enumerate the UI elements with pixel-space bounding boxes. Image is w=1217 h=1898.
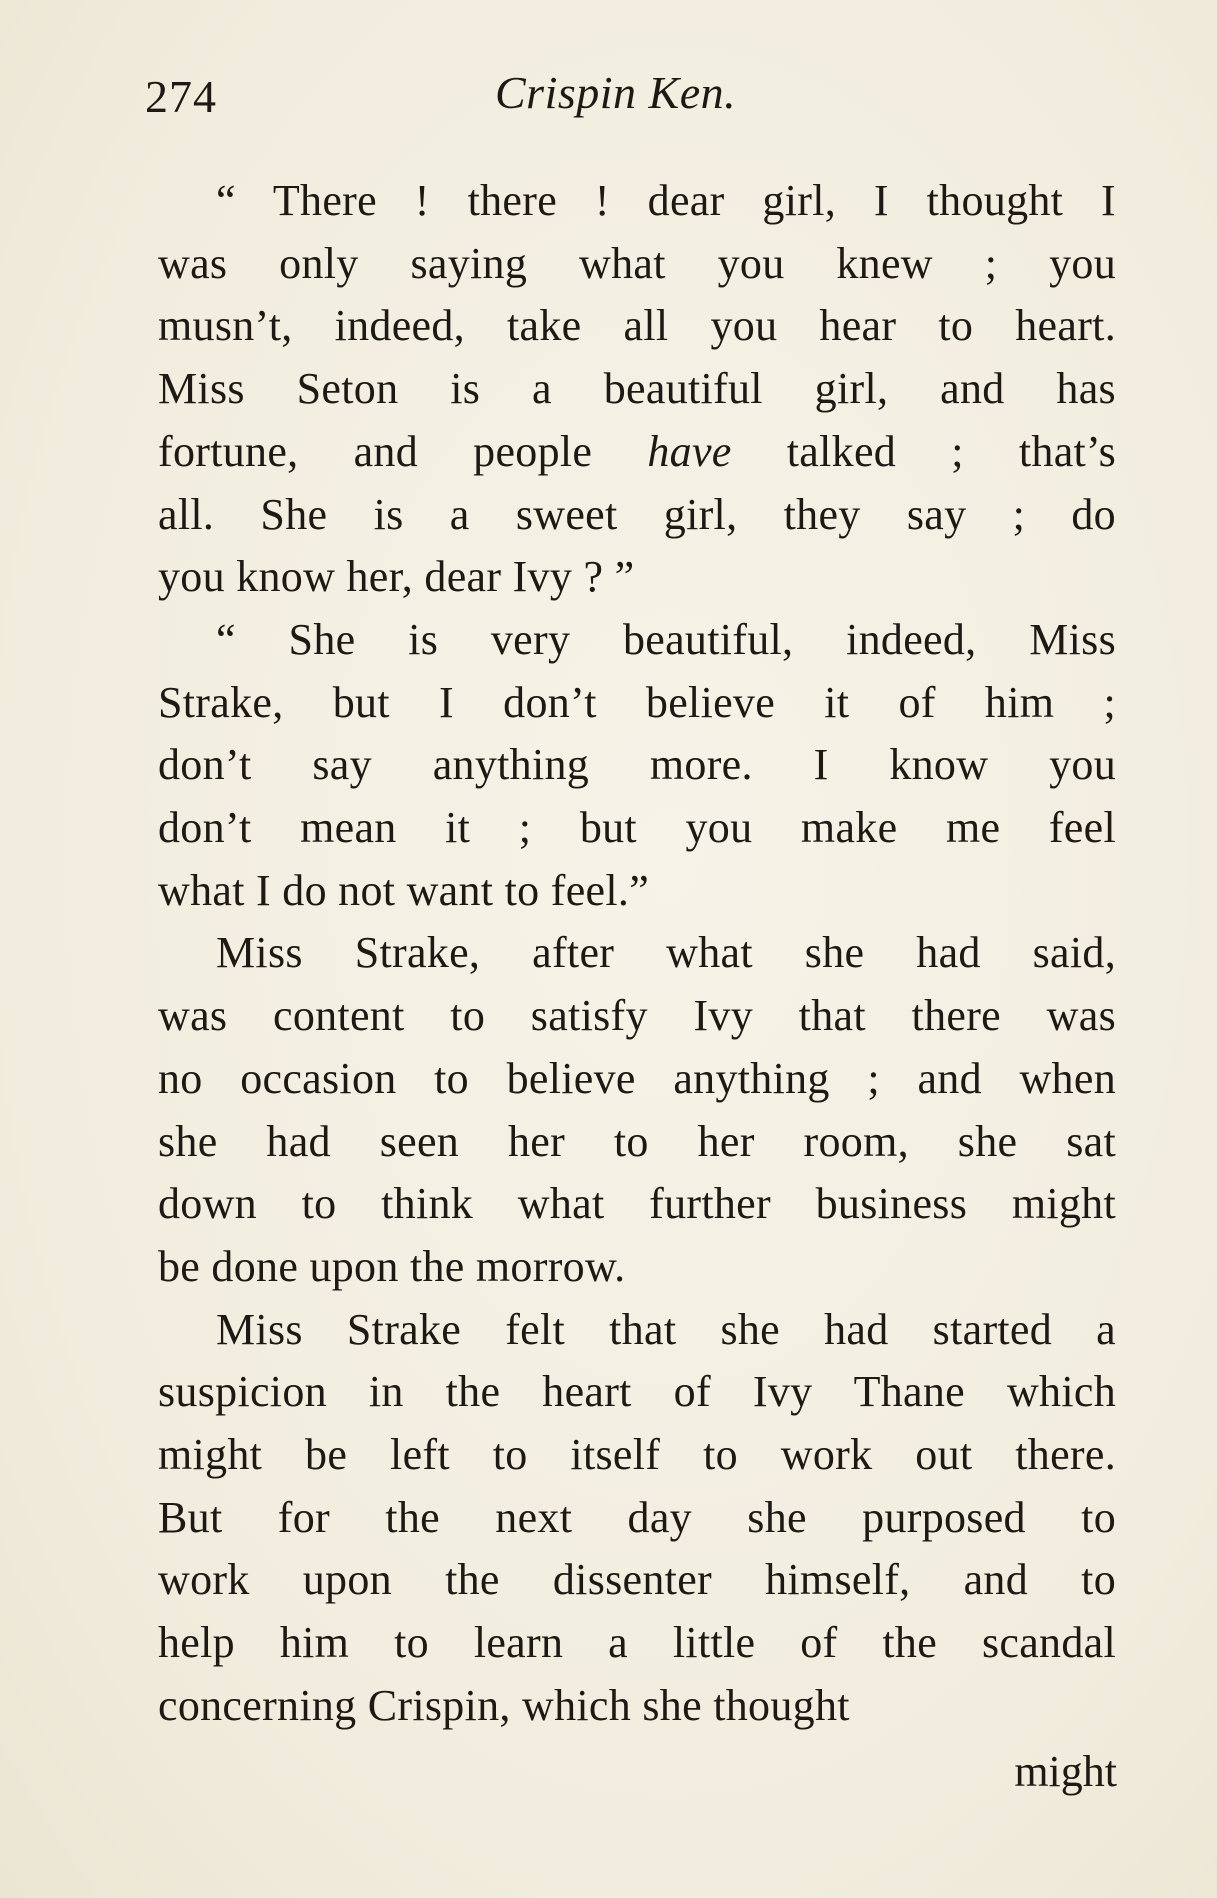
text-line: be done upon the morrow. xyxy=(158,1241,626,1291)
paragraph-1 xyxy=(158,170,1116,609)
text-line: she had seen her to her room, she sat xyxy=(158,1116,1116,1166)
text-line: Miss Seton is a beautiful girl, and has xyxy=(158,364,1116,414)
paragraph-3 xyxy=(158,922,1116,1298)
page-header xyxy=(145,62,1120,132)
text-line: “ There ! there ! dear girl, I thought I xyxy=(216,176,1116,225)
text-line: concerning Crispin, which she thought xyxy=(158,1680,850,1730)
text-line: Miss Strake felt that she had started a xyxy=(216,1304,1116,1354)
emphasis: have xyxy=(647,426,732,476)
text-line: you know her, dear Ivy ? ” xyxy=(158,552,635,602)
text-line: help him to learn a little of the scandal xyxy=(158,1618,1116,1668)
text-line: don’t mean it ; but you make me feel xyxy=(158,803,1116,853)
text-line: Strake, but I don’t believe it of him ; xyxy=(158,677,1116,727)
text-line: no occasion to believe anything ; and when xyxy=(158,1053,1116,1103)
text-line: “ She is very beautiful, indeed, Miss xyxy=(216,614,1116,664)
body-text xyxy=(158,170,1116,1738)
paragraph-2 xyxy=(158,609,1116,923)
page-number: 274 xyxy=(145,71,217,122)
text-line: what I do not want to feel.” xyxy=(158,865,650,915)
text-line: was only saying what you knew ; you xyxy=(158,238,1116,288)
text-line: don’t say anything more. I know you xyxy=(158,740,1116,790)
text-line: suspicion in the heart of Ivy Thane which xyxy=(158,1367,1116,1417)
catchword: might xyxy=(1014,1747,1117,1796)
text-line: fortune, and people have talked ; that’s xyxy=(158,426,1116,476)
text-line: all. She is a sweet girl, they say ; do xyxy=(158,489,1116,539)
text-line: work upon the dissenter himself, and to xyxy=(158,1555,1116,1605)
text-line: But for the next day she purposed to xyxy=(158,1492,1116,1542)
text-line: Miss Strake, after what she had said, xyxy=(216,928,1116,978)
text-line: might be left to itself to work out there. xyxy=(158,1430,1116,1480)
paragraph-4 xyxy=(158,1299,1116,1738)
text-line: down to think what further business might xyxy=(158,1179,1116,1229)
text-line: musn’t, indeed, take all you hear to heart. xyxy=(158,301,1116,351)
running-title: Crispin Ken. xyxy=(495,67,737,118)
text-line: was content to satisfy Ivy that there was xyxy=(158,991,1116,1041)
